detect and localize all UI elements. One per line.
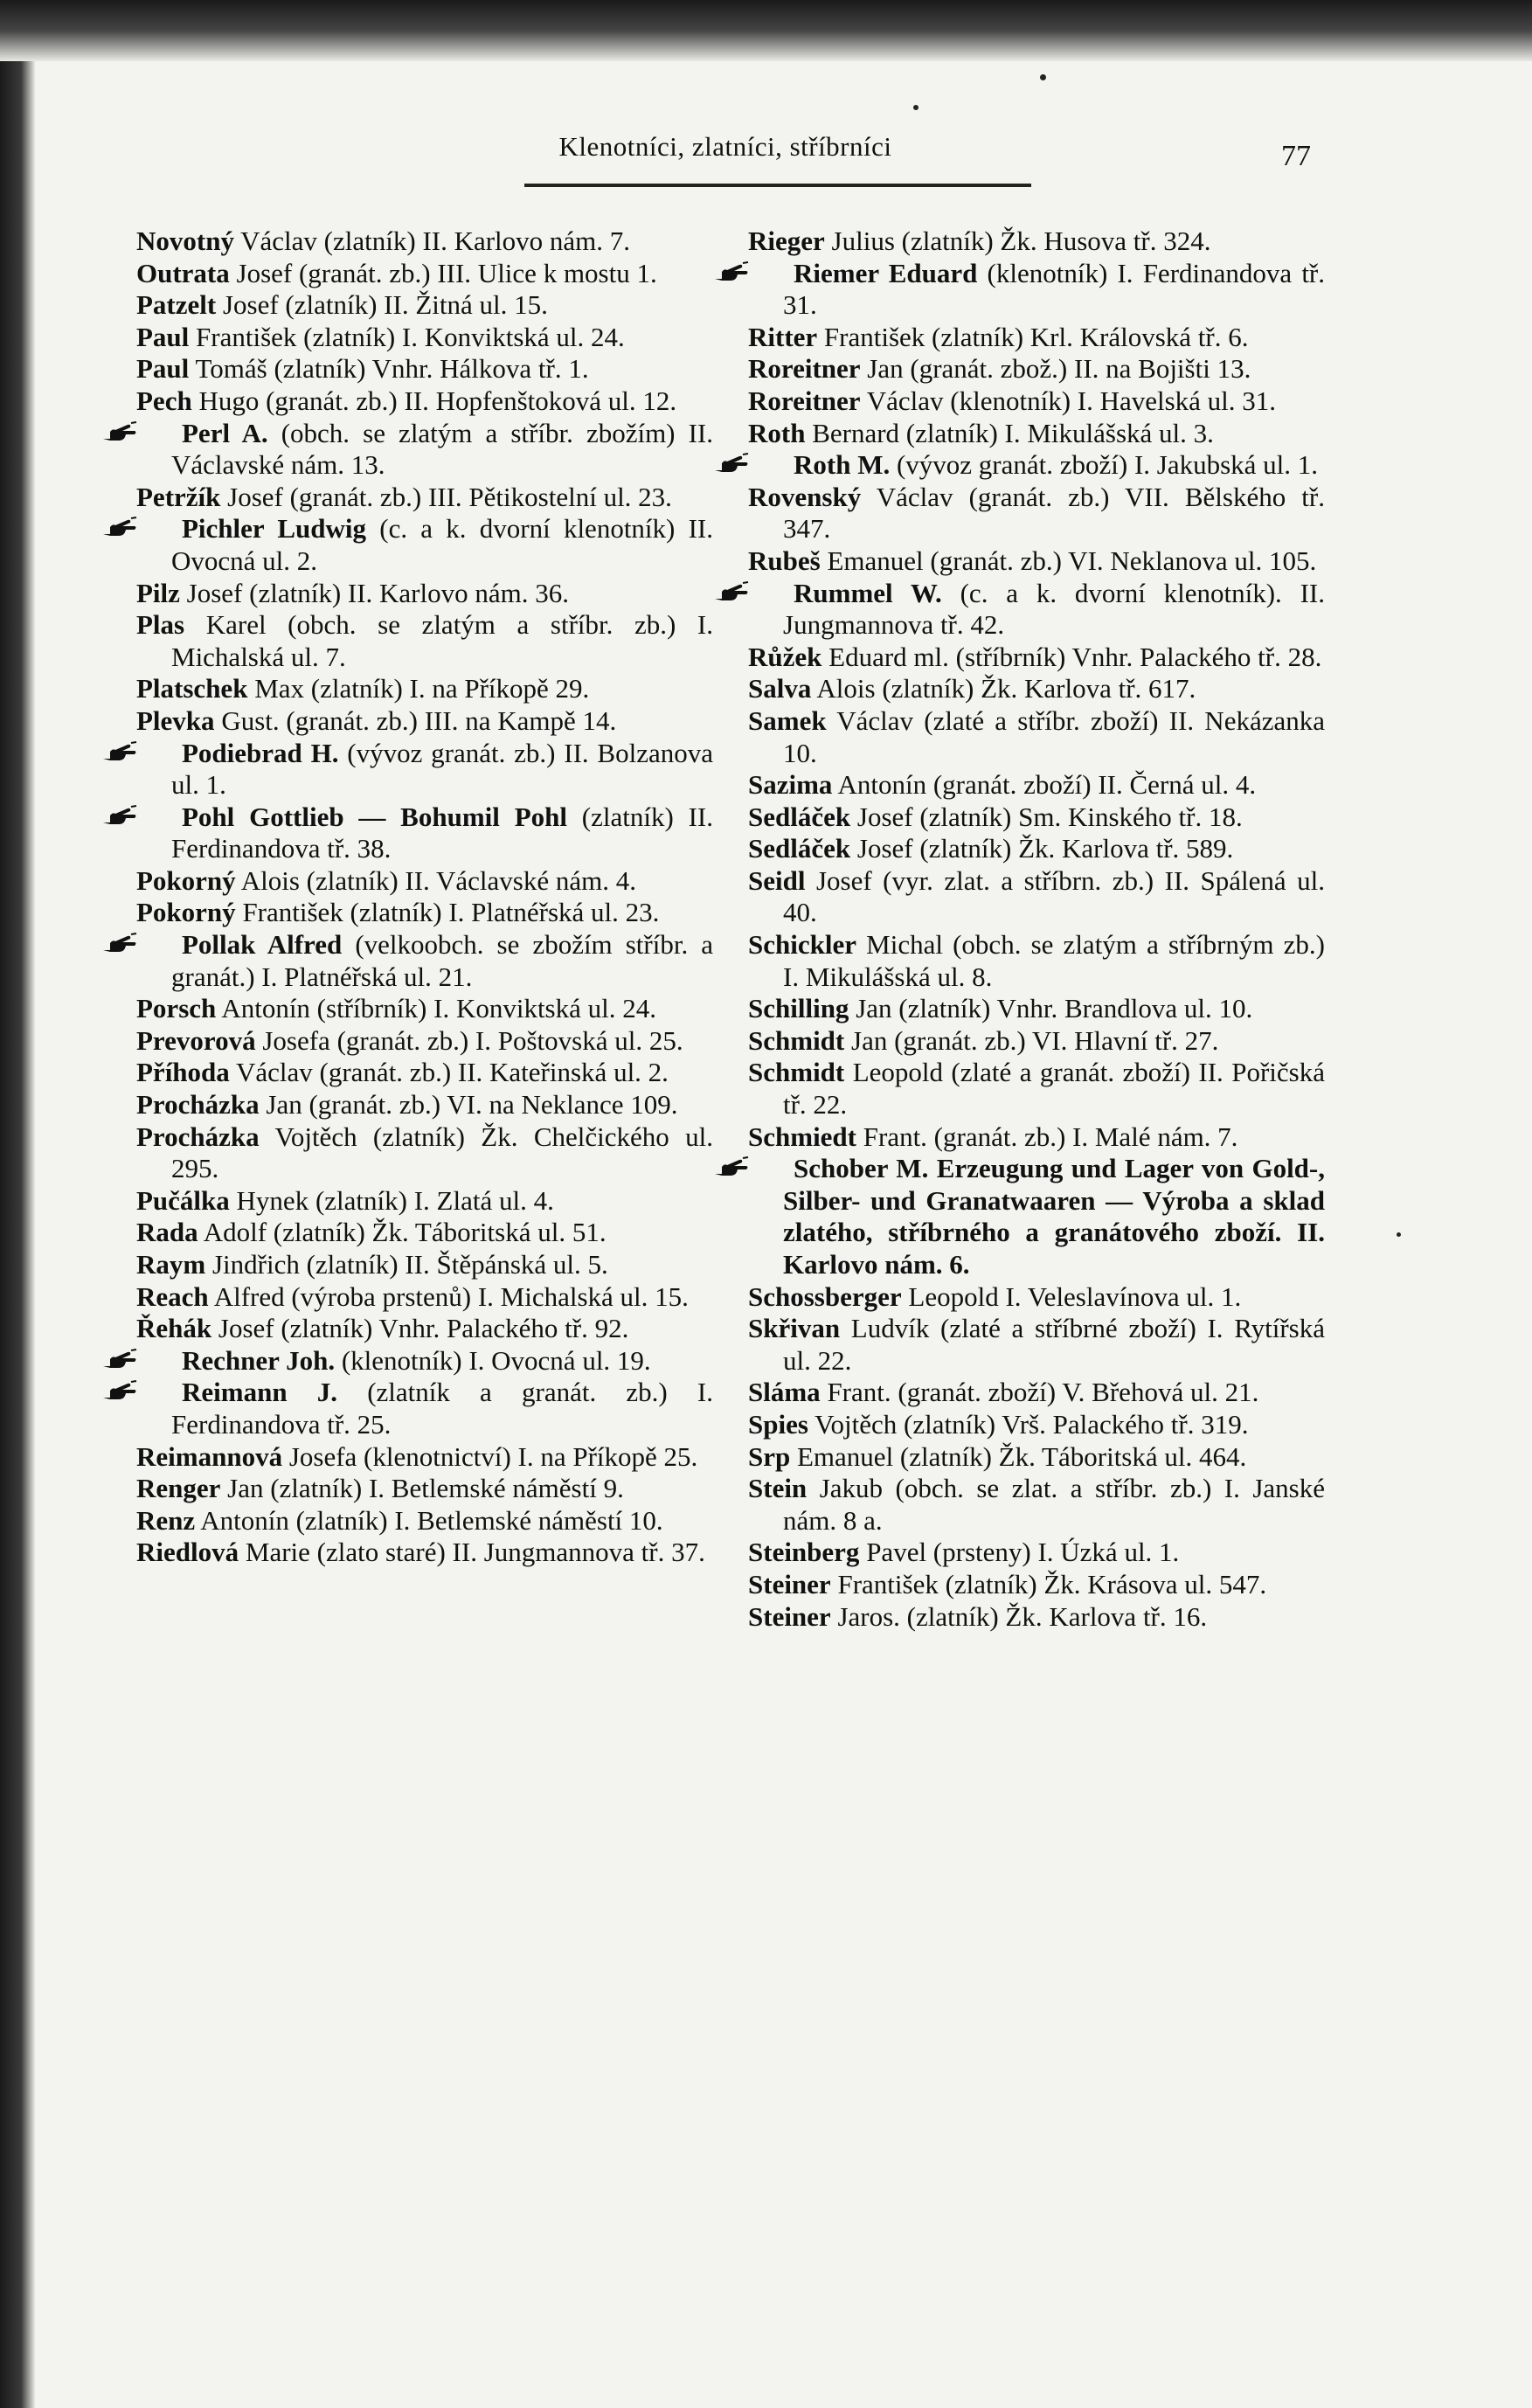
entry-details: Tomáš (zlatník) Vnhr. Hálkova tř. 1. bbox=[195, 353, 589, 385]
entry-name: Roth M. bbox=[794, 449, 891, 481]
entry-details: Frant. (granát. zboží) V. Břehová ul. 21. bbox=[827, 1377, 1259, 1408]
entry-details: Josef (zlatník) Žk. Karlova tř. 589. bbox=[856, 833, 1234, 864]
pointing-hand-icon bbox=[136, 739, 173, 762]
entry-name: Sedláček bbox=[748, 833, 851, 864]
entry-details: Václav (granát. zb.) II. Kateřinská ul. 2. bbox=[236, 1057, 669, 1088]
entry-details: Julius (zlatník) Žk. Husova tř. 324. bbox=[831, 226, 1211, 256]
entry-details: (klenotník) I. Ferdinandova tř. 31. bbox=[783, 257, 1326, 321]
directory-entry bbox=[136, 385, 713, 418]
directory-entry bbox=[136, 1217, 713, 1249]
entry-name: Reach bbox=[136, 1280, 209, 1312]
directory-entry bbox=[136, 513, 713, 577]
entry-name: Prevorová bbox=[136, 1024, 256, 1056]
directory-entry bbox=[748, 1313, 1325, 1377]
entry-details: Emanuel (granát. zb.) VI. Neklanova ul. 105. bbox=[827, 545, 1317, 576]
scan-speck bbox=[1040, 74, 1046, 80]
directory-entry bbox=[748, 1409, 1325, 1441]
entry-name: Perl A. bbox=[182, 417, 268, 448]
entry-details: Jakub (obch. se zlat. a stříbr. zb.) I. Janské nám. 8 a. bbox=[783, 1473, 1326, 1536]
directory-entry bbox=[136, 738, 713, 802]
entry-details: Jan (zlatník) I. Betlemské náměstí 9. bbox=[227, 1473, 624, 1504]
entry-details: Alois (zlatník) II. Václavské nám. 4. bbox=[240, 864, 636, 896]
entry-details: Antonín (zlatník) I. Betlemské náměstí 10. bbox=[200, 1504, 663, 1536]
entry-name: Pilz bbox=[136, 577, 180, 608]
entry-name: Roreitner bbox=[748, 385, 861, 416]
directory-entry bbox=[748, 385, 1325, 418]
entry-name: Renger bbox=[136, 1473, 221, 1504]
entry-name: Platschek bbox=[136, 673, 248, 704]
entry-name: Pokorný bbox=[136, 864, 236, 896]
scan-speck bbox=[690, 35, 697, 42]
entry-details: (c. a k. dvorní klenotník). II. Jungmannova tř. 42. bbox=[783, 577, 1325, 641]
entry-name: Růžek bbox=[748, 641, 822, 672]
entry-details: Václav (zlatník) II. Karlovo nám. 7. bbox=[240, 226, 631, 256]
entry-details: Josef (vyr. zlat. a stříbrn. zb.) II. Spálená ul. 40. bbox=[783, 864, 1326, 928]
entry-details: (obch. se zlatým a stříbr. zbožím) II. Václavské nám. 13. bbox=[171, 417, 714, 481]
entry-name: Steiner bbox=[748, 1568, 831, 1600]
directory-entry bbox=[136, 578, 713, 610]
entry-name: Pučálka bbox=[136, 1184, 230, 1216]
entry-name: Reimann J. bbox=[182, 1377, 337, 1408]
directory-entry bbox=[748, 1281, 1325, 1314]
directory-entry bbox=[136, 226, 713, 258]
entry-details: František (zlatník) Žk. Krásova ul. 547. bbox=[837, 1568, 1267, 1600]
directory-entry bbox=[748, 226, 1325, 258]
entry-name: Paul bbox=[136, 353, 190, 385]
directory-entry bbox=[748, 1377, 1325, 1409]
entry-name: Novotný bbox=[136, 226, 234, 256]
entry-details: František (zlatník) I. Konviktská ul. 24. bbox=[196, 321, 625, 352]
entry-name: Skřivan bbox=[748, 1313, 841, 1344]
entry-details: Karel (obch. se zlatým a stříbr. zb.) I. Michalská ul. 7. bbox=[171, 609, 713, 672]
entry-name: Rummel W. bbox=[794, 577, 942, 608]
right-column bbox=[748, 226, 1325, 1633]
directory-entry bbox=[136, 289, 713, 322]
entry-name: Roth bbox=[748, 417, 806, 448]
directory-entry bbox=[136, 993, 713, 1025]
entry-details: Václav (zlaté a stříbr. zboží) II. Nekázanka 10. bbox=[783, 704, 1325, 768]
directory-entry bbox=[748, 865, 1325, 929]
pointing-hand-icon bbox=[136, 515, 173, 538]
entry-name: Příhoda bbox=[136, 1057, 230, 1088]
entry-name: Rechner Joh. bbox=[182, 1344, 336, 1376]
entry-details: Eduard ml. (stříbrník) Vnhr. Palackého tř. 28. bbox=[828, 641, 1322, 672]
entry-details: (zlatník) II. Ferdinandova tř. 38. bbox=[171, 801, 713, 864]
entry-name: Steinberg bbox=[748, 1537, 860, 1568]
entry-name: Steiner bbox=[748, 1600, 831, 1632]
entry-details: Jan (granát. zbož.) II. na Bojišti 13. bbox=[867, 353, 1251, 385]
entry-details: Michal (obch. se zlatým a stříbrným zb.) I. Mikulášská ul. 8. bbox=[783, 929, 1326, 992]
directory-entry bbox=[136, 1185, 713, 1218]
entry-name: Procházka bbox=[136, 1089, 260, 1121]
entry-name: Sazima bbox=[748, 769, 833, 801]
entry-name: Rieger bbox=[748, 226, 825, 256]
directory-entry bbox=[136, 353, 713, 385]
directory-entry bbox=[136, 1505, 713, 1537]
directory-entry bbox=[136, 1537, 713, 1569]
directory-entry bbox=[748, 322, 1325, 354]
entry-details: Marie (zlato staré) II. Jungmannova tř. 37. bbox=[245, 1537, 705, 1568]
directory-entry bbox=[136, 609, 713, 673]
pointing-hand-icon bbox=[136, 1347, 173, 1370]
entry-name: Stein bbox=[748, 1473, 808, 1504]
entry-details: Emanuel (zlatník) Žk. Táboritská ul. 464. bbox=[797, 1440, 1247, 1472]
entry-name: Schilling bbox=[748, 993, 849, 1024]
directory-entry bbox=[748, 418, 1325, 450]
entry-details: Jan (granát. zb.) VI. na Neklance 109. bbox=[266, 1089, 678, 1121]
entry-name: Pollak Alfred bbox=[182, 929, 343, 961]
entry-details: Antonín (granát. zboží) II. Černá ul. 4. bbox=[837, 769, 1257, 801]
pointing-hand-icon bbox=[136, 803, 173, 826]
scan-speck bbox=[1397, 1232, 1401, 1237]
directory-entry bbox=[136, 1057, 713, 1089]
directory-entry bbox=[748, 449, 1325, 482]
entry-details: (zlatník a granát. zb.) I. Ferdinandova tř. 25. bbox=[171, 1377, 713, 1440]
entry-details: Adolf (zlatník) Žk. Táboritská ul. 51. bbox=[203, 1217, 607, 1248]
entry-name: Řehák bbox=[136, 1313, 212, 1344]
directory-entry bbox=[136, 1441, 713, 1474]
entry-details: Jan (granát. zb.) VI. Hlavní tř. 27. bbox=[851, 1024, 1219, 1056]
page-header: Klenotníci, zlatníci, stříbrníci bbox=[558, 131, 892, 162]
directory-entry bbox=[748, 833, 1325, 865]
entry-name: Rubeš bbox=[748, 545, 821, 576]
entry-details: Frant. (granát. zb.) I. Malé nám. 7. bbox=[863, 1121, 1238, 1152]
directory-entry bbox=[136, 258, 713, 290]
directory-entry bbox=[748, 642, 1325, 674]
entry-name: Outrata bbox=[136, 257, 230, 288]
directory-entry bbox=[136, 865, 713, 898]
directory-entry bbox=[136, 1025, 713, 1058]
entry-name: Rovenský bbox=[748, 481, 862, 512]
entry-details: Antonín (stříbrník) I. Konviktská ul. 24. bbox=[221, 993, 656, 1024]
entry-details: Josef (zlatník) II. Karlovo nám. 36. bbox=[186, 577, 569, 608]
entry-details: (vývoz granát. zb.) II. Bolzanova ul. 1. bbox=[171, 737, 714, 801]
entry-name: Schossberger bbox=[748, 1280, 902, 1312]
entry-details: Václav (klenotník) I. Havelská ul. 31. bbox=[866, 385, 1277, 416]
directory-entry bbox=[136, 1377, 713, 1440]
entry-name: Raym bbox=[136, 1249, 206, 1280]
entry-name: Sláma bbox=[748, 1377, 821, 1408]
directory-entry bbox=[136, 322, 713, 354]
entry-name: Paul bbox=[136, 321, 190, 352]
directory-entry bbox=[748, 353, 1325, 385]
entry-details: Vojtěch (zlatník) Žk. Chelčického ul. 295. bbox=[171, 1121, 713, 1184]
left-column bbox=[136, 226, 713, 1569]
page-number: 77 bbox=[1281, 140, 1311, 172]
entry-details: Gust. (granát. zb.) III. na Kampě 14. bbox=[221, 704, 617, 736]
entry-details: Max (zlatník) I. na Příkopě 29. bbox=[254, 673, 590, 704]
pointing-hand-icon bbox=[136, 420, 173, 442]
entry-details: Hynek (zlatník) I. Zlatá ul. 4. bbox=[236, 1184, 554, 1216]
entry-details: (c. a k. dvorní klenotník) II. Ovocná ul. 2. bbox=[171, 513, 713, 576]
directory-entry bbox=[748, 802, 1325, 834]
entry-details: Josef (zlatník) II. Žitná ul. 15. bbox=[222, 289, 548, 321]
pointing-hand-icon bbox=[136, 931, 173, 954]
entry-details: František (zlatník) I. Platnéřská ul. 23. bbox=[242, 897, 660, 928]
entry-name: Spies bbox=[748, 1408, 808, 1440]
entry-name: Patzelt bbox=[136, 289, 217, 321]
entry-details: Vojtěch (zlatník) Vrš. Palackého tř. 319. bbox=[815, 1408, 1249, 1440]
directory-entry bbox=[748, 705, 1325, 769]
entry-details: Josef (zlatník) Sm. Kinského tř. 18. bbox=[856, 801, 1243, 832]
entry-details: Josefa (granát. zb.) I. Poštovská ul. 25. bbox=[262, 1024, 683, 1056]
entry-details: Josef (zlatník) Vnhr. Palackého tř. 92. bbox=[218, 1313, 629, 1344]
directory-entry bbox=[748, 1537, 1325, 1569]
directory-entry bbox=[748, 993, 1325, 1025]
entry-name: Sedláček bbox=[748, 801, 851, 832]
entry-details: Pavel (prsteny) I. Úzká ul. 1. bbox=[866, 1537, 1180, 1568]
header-rule bbox=[524, 184, 1031, 187]
directory-entry bbox=[136, 418, 713, 482]
directory-entry bbox=[748, 769, 1325, 802]
entry-name: Schmiedt bbox=[748, 1121, 856, 1152]
entry-name: Plas bbox=[136, 609, 185, 641]
directory-entry bbox=[136, 1313, 713, 1345]
entry-name: Petržík bbox=[136, 481, 221, 512]
directory-entry bbox=[748, 1601, 1325, 1634]
entry-name: Schmidt bbox=[748, 1024, 845, 1056]
entry-name: Renz bbox=[136, 1504, 196, 1536]
entry-details: Bernard (zlatník) I. Mikulášská ul. 3. bbox=[812, 417, 1214, 448]
entry-name: Samek bbox=[748, 704, 827, 736]
entry-name: Pokorný bbox=[136, 897, 236, 928]
directory-entry bbox=[136, 482, 713, 514]
entry-name: Rada bbox=[136, 1217, 198, 1248]
entry-name: Pech bbox=[136, 385, 192, 416]
scan-speck bbox=[752, 26, 757, 31]
entry-details: (klenotník) I. Ovocná ul. 19. bbox=[341, 1344, 651, 1376]
scan-speck bbox=[913, 105, 919, 110]
entry-details: Leopold (zlaté a granát. zboží) II. Pořičská tř. 22. bbox=[783, 1057, 1325, 1121]
directory-entry bbox=[748, 1057, 1325, 1121]
entry-details: (velkoobch. se zbožím stříbr. a granát.) I. Platnéřská ul. 21. bbox=[171, 929, 713, 992]
entry-details: Leopold I. Veleslavínova ul. 1. bbox=[908, 1280, 1242, 1312]
entry-details: Jaros. (zlatník) Žk. Karlova tř. 16. bbox=[837, 1600, 1208, 1632]
directory-entry bbox=[748, 1569, 1325, 1601]
entry-name: Podiebrad H. bbox=[182, 737, 339, 768]
entry-details: (vývoz granát. zboží) I. Jakubská ul. 1. bbox=[896, 449, 1319, 481]
entry-details: František (zlatník) Krl. Královská tř. 6. bbox=[823, 321, 1249, 352]
entry-name: Riemer Eduard bbox=[794, 257, 978, 288]
directory-entry bbox=[136, 1281, 713, 1314]
entry-name: Procházka bbox=[136, 1121, 260, 1152]
entry-details: Josef (granát. zb.) III. Pětikostelní ul. 23. bbox=[227, 481, 672, 512]
pointing-hand-icon bbox=[748, 579, 785, 602]
pointing-hand-icon bbox=[136, 1378, 173, 1401]
directory-entry bbox=[748, 1153, 1325, 1280]
entry-name: Riedlová bbox=[136, 1537, 239, 1568]
entry-details: Jan (zlatník) Vnhr. Brandlova ul. 10. bbox=[856, 993, 1253, 1024]
entry-name: Pichler Ludwig bbox=[182, 513, 367, 545]
entry-details: Hugo (granát. zb.) II. Hopfenštoková ul. 12. bbox=[198, 385, 677, 416]
directory-entry bbox=[136, 1089, 713, 1121]
pointing-hand-icon bbox=[748, 451, 785, 474]
entry-name: Plevka bbox=[136, 704, 215, 736]
directory-entry bbox=[748, 929, 1325, 993]
entry-details: Jindřich (zlatník) II. Štěpánská ul. 5. bbox=[211, 1249, 608, 1280]
directory-entry bbox=[136, 929, 713, 993]
directory-entry bbox=[748, 545, 1325, 578]
entry-details: Josefa (klenotnictví) I. na Příkopě 25. bbox=[288, 1440, 698, 1472]
directory-entry bbox=[748, 1121, 1325, 1154]
directory-entry bbox=[748, 258, 1325, 322]
entry-name: Porsch bbox=[136, 993, 217, 1024]
pointing-hand-icon bbox=[748, 1155, 785, 1177]
directory-entry bbox=[748, 578, 1325, 642]
directory-entry bbox=[136, 1345, 713, 1377]
entry-name: Schickler bbox=[748, 929, 856, 961]
directory-entry bbox=[748, 482, 1325, 545]
directory-entry bbox=[136, 673, 713, 705]
entry-name: Roreitner bbox=[748, 353, 861, 385]
entry-name: Salva bbox=[748, 673, 812, 704]
directory-entry bbox=[136, 1473, 713, 1505]
directory-entry bbox=[136, 1249, 713, 1281]
entry-details: Václav (granát. zb.) VII. Bělského tř. 347. bbox=[783, 481, 1325, 545]
directory-entry bbox=[748, 1473, 1325, 1537]
entry-name: Srp bbox=[748, 1440, 791, 1472]
entry-details: Alfred (výroba prstenů) I. Michalská ul. 15. bbox=[213, 1280, 689, 1312]
entry-details: Alois (zlatník) Žk. Karlova tř. 617. bbox=[816, 673, 1196, 704]
directory-entry bbox=[136, 705, 713, 738]
directory-entry bbox=[136, 897, 713, 929]
directory-entry bbox=[136, 802, 713, 865]
entry-details: Erzeugung und Lager von Gold-, Silber- und Granatwaaren — Výroba a sklad zlatého, stříbrného a granátového zboží. II. Karlovo nám. 6. bbox=[783, 1153, 1325, 1280]
directory-entry bbox=[748, 673, 1325, 705]
pointing-hand-icon bbox=[748, 260, 785, 282]
entry-name: Pohl Gottlieb — Bohumil Pohl bbox=[182, 801, 567, 832]
entry-name: Schmidt bbox=[748, 1057, 845, 1088]
entry-name: Reimannová bbox=[136, 1440, 283, 1472]
directory-entry bbox=[136, 1121, 713, 1185]
directory-entry bbox=[748, 1025, 1325, 1058]
entry-details: Ludvík (zlaté a stříbrné zboží) I. Rytířská ul. 22. bbox=[783, 1313, 1326, 1376]
entry-name: Seidl bbox=[748, 864, 806, 896]
entry-name: Ritter bbox=[748, 321, 818, 352]
directory-entry bbox=[748, 1441, 1325, 1474]
entry-name: Schober M. bbox=[794, 1153, 929, 1184]
entry-details: Josef (granát. zb.) III. Ulice k mostu 1. bbox=[236, 257, 657, 288]
